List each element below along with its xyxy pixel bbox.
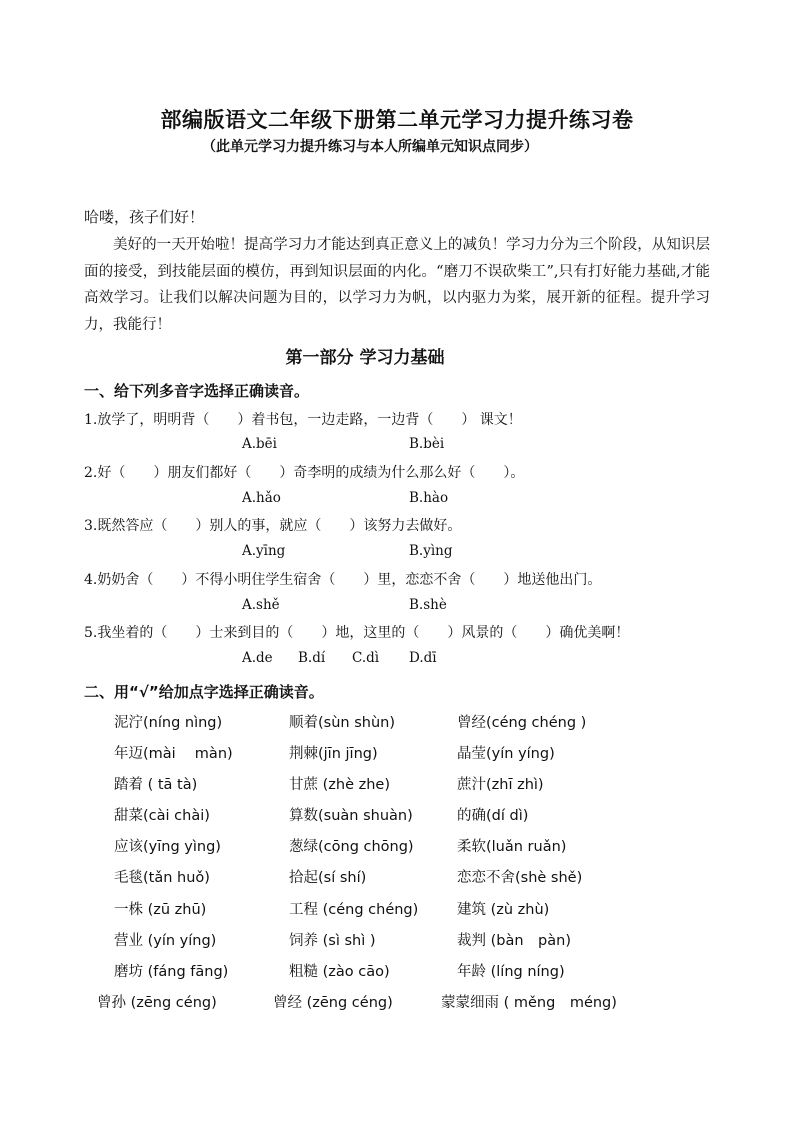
word-item: 踏着 ( tā tà) <box>114 777 198 793</box>
option-a: A.de <box>242 650 273 666</box>
word-item: 甘蔗 (zhè zhe) <box>289 777 390 793</box>
word-item: 年龄 (líng níng) <box>457 964 565 980</box>
word-item: 裁判 (bàn pàn) <box>457 933 571 949</box>
question-5: 5.我坐着的（ ）士来到目的（ ）地，这里的（ ）风景的（ ）确优美啊！ <box>84 625 630 641</box>
word-item: 蔗汁(zhī zhì) <box>457 777 544 793</box>
word-item: 毛毯(tǎn huǒ) <box>114 870 210 886</box>
option-b: B.shè <box>409 597 447 613</box>
word-item: 工程 (céng chéng) <box>289 902 419 918</box>
word-item: 年迈(mài màn) <box>114 746 233 762</box>
section-title-1: 一、给下列多音字选择正确读音。 <box>84 382 310 400</box>
word-item: 粗糙 (zào cāo) <box>289 964 390 980</box>
word-item: 曾孙 (zēng céng) <box>97 995 217 1011</box>
word-item: 磨坊 (fáng fāng) <box>114 964 229 980</box>
option-a: A.hǎo <box>242 490 281 506</box>
word-item: 建筑 (zù zhù) <box>457 902 550 918</box>
page-title: 部编版语文二年级下册第二单元学习力提升练习卷 <box>160 107 634 132</box>
word-item: 饲养 (sì shì ) <box>289 933 376 949</box>
intro-paragraph: 美好的一天开始啦！提高学习力才能达到真正意义上的减负！学习力分为三个阶段，从知识层面的接受，到技能层面的模仿，再到知识层面的内化。“磨刀不误砍柴工”,只有打好能力基础,才能高效学习。让我们以解决问题为目的，以学习力为帆，以内驱力为桨，展开新的征程。提升学习力，我能行！ <box>84 237 710 333</box>
option-c: C.dì <box>352 650 380 666</box>
greeting-text: 哈喽，孩子们好！ <box>84 208 205 226</box>
word-item: 拾起(sí shí) <box>289 870 367 886</box>
word-item: 的确(dí dì) <box>457 808 529 824</box>
word-item: 恋恋不舍(shè shě) <box>457 870 583 886</box>
word-item: 荆棘(jīn jīng) <box>289 746 378 762</box>
word-item: 曾经 (zēng céng) <box>273 995 393 1011</box>
word-item: 葱绿(cōng chōng) <box>289 839 414 855</box>
word-item: 应该(yīng yìng) <box>114 839 221 855</box>
part-title: 第一部分 学习力基础 <box>285 348 445 368</box>
word-item: 一株 (zū zhū) <box>114 902 207 918</box>
word-item: 曾经(céng chéng ) <box>457 715 587 731</box>
option-a: A.yīng <box>242 543 286 559</box>
question-3: 3.既然答应（ ）别人的事，就应（ ）该努力去做好。 <box>84 518 462 534</box>
option-d: D.dī <box>409 650 437 666</box>
section-title-2: 二、用“√”给加点字选择正确读音。 <box>84 683 324 701</box>
word-item: 蒙蒙细雨 ( měng méng) <box>441 995 617 1011</box>
word-item: 算数(suàn shuàn) <box>289 808 413 824</box>
page-subtitle: （此单元学习力提升练习与本人所编单元知识点同步） <box>202 139 538 155</box>
option-b: B.dí <box>298 650 326 666</box>
word-item: 顺着(sùn shùn) <box>289 715 395 731</box>
word-item: 柔软(luǎn ruǎn) <box>457 839 567 855</box>
option-a: A.bēi <box>242 436 277 452</box>
option-b: B.bèi <box>409 436 445 452</box>
question-2: 2.好（ ）朋友们都好（ ）奇李明的成绩为什么那么好（ ）。 <box>84 465 525 481</box>
word-item: 晶莹(yín yíng) <box>457 746 555 762</box>
question-1: 1.放学了，明明背（ ）着书包，一边走路，一边背（ ） 课文！ <box>84 412 522 428</box>
question-4: 4.奶奶舍（ ）不得小明住学生宿舍（ ）里，恋恋不舍（ ）地送他出门。 <box>84 572 602 588</box>
option-b: B.hào <box>409 490 449 506</box>
option-b: B.yìng <box>409 543 453 559</box>
word-item: 营业 (yín yíng) <box>114 933 217 949</box>
word-item: 泥泞(níng nìng) <box>114 715 223 731</box>
option-a: A.shě <box>242 597 280 613</box>
word-item: 甜菜(cài chài) <box>114 808 210 824</box>
